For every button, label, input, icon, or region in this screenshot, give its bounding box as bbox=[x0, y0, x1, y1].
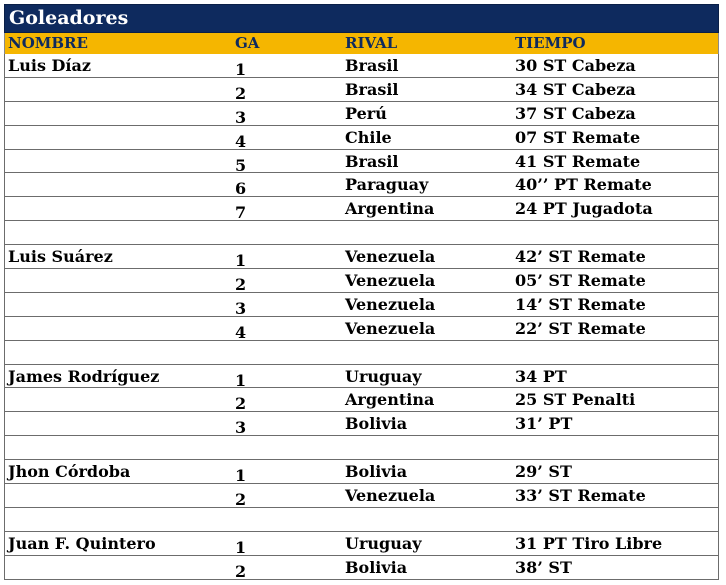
cell-name: Luis Suárez bbox=[8, 247, 113, 267]
cell-name bbox=[5, 556, 233, 579]
cell-name bbox=[5, 436, 233, 459]
cell-ga: 7 bbox=[235, 203, 247, 223]
cell-rival: Venezuela bbox=[345, 486, 436, 506]
cell-rival: Venezuela bbox=[345, 271, 436, 291]
table-row bbox=[4, 460, 719, 484]
cell-rival: Uruguay bbox=[345, 533, 422, 553]
cell-rival: Uruguay bbox=[345, 366, 422, 386]
cell-ga: 3 bbox=[235, 107, 247, 127]
cell-time: 38’ ST bbox=[515, 557, 572, 577]
cell-ga: 3 bbox=[235, 298, 247, 318]
cell-time: 24 PT Jugadota bbox=[515, 199, 653, 219]
cell-name: James Rodríguez bbox=[8, 366, 160, 386]
cell-time: 31’ PT bbox=[515, 414, 573, 434]
cell-name bbox=[5, 126, 233, 149]
table-body bbox=[4, 54, 719, 580]
cell-name bbox=[5, 173, 233, 196]
cell-ga bbox=[233, 436, 345, 459]
cell-ga: 4 bbox=[235, 322, 247, 342]
cell-time: 41 ST Remate bbox=[515, 151, 641, 171]
cell-ga: 1 bbox=[235, 251, 247, 271]
cell-name bbox=[5, 197, 233, 220]
cell-rival: Perú bbox=[345, 103, 387, 123]
table-row bbox=[4, 150, 719, 174]
cell-rival bbox=[345, 436, 515, 459]
table-header-row bbox=[4, 33, 719, 54]
cell-ga bbox=[233, 508, 345, 531]
table-row bbox=[4, 317, 719, 341]
header-name: NOMBRE bbox=[8, 34, 88, 52]
cell-time: 30 ST Cabeza bbox=[515, 56, 636, 75]
table-row bbox=[4, 484, 719, 508]
cell-name bbox=[5, 341, 233, 364]
cell-time: 07 ST Remate bbox=[515, 127, 641, 147]
cell-time: 42’ ST Remate bbox=[515, 247, 646, 267]
header-ga: GA bbox=[235, 34, 260, 52]
cell-name bbox=[5, 317, 233, 340]
cell-time: 37 ST Cabeza bbox=[515, 103, 636, 123]
table-row bbox=[4, 508, 719, 532]
table-row bbox=[4, 221, 719, 245]
header-time: TIEMPO bbox=[515, 34, 586, 52]
cell-name bbox=[5, 293, 233, 316]
cell-name bbox=[5, 150, 233, 173]
table-row bbox=[4, 197, 719, 221]
cell-rival: Argentina bbox=[345, 390, 435, 410]
table-row bbox=[4, 365, 719, 389]
table-row bbox=[4, 412, 719, 436]
cell-ga: 3 bbox=[235, 418, 247, 438]
cell-time: 33’ ST Remate bbox=[515, 486, 646, 506]
cell-ga: 5 bbox=[235, 155, 247, 175]
table-row bbox=[4, 173, 719, 197]
cell-time bbox=[515, 508, 718, 531]
cell-ga: 1 bbox=[235, 60, 247, 79]
cell-rival: Chile bbox=[345, 127, 392, 147]
cell-rival: Bolivia bbox=[345, 557, 408, 577]
cell-ga: 1 bbox=[235, 537, 247, 557]
table-row bbox=[4, 269, 719, 293]
cell-ga bbox=[233, 341, 345, 364]
cell-rival: Venezuela bbox=[345, 247, 436, 267]
table-row bbox=[4, 293, 719, 317]
cell-name bbox=[5, 269, 233, 292]
cell-time: 25 ST Penalti bbox=[515, 390, 636, 410]
cell-rival: Venezuela bbox=[345, 294, 436, 314]
table-row bbox=[4, 54, 719, 78]
cell-ga: 6 bbox=[235, 179, 247, 199]
table-row bbox=[4, 78, 719, 102]
cell-name bbox=[5, 412, 233, 435]
cell-rival: Brasil bbox=[345, 79, 399, 99]
cell-time: 29’ ST bbox=[515, 462, 572, 482]
cell-rival: Brasil bbox=[345, 151, 399, 171]
table-row bbox=[4, 341, 719, 365]
cell-name bbox=[5, 78, 233, 101]
table-row bbox=[4, 532, 719, 556]
cell-rival: Bolivia bbox=[345, 462, 408, 482]
cell-name bbox=[5, 508, 233, 531]
table-row bbox=[4, 245, 719, 269]
cell-rival: Paraguay bbox=[345, 175, 429, 195]
cell-ga: 2 bbox=[235, 83, 247, 103]
cell-name: Juan F. Quintero bbox=[8, 533, 156, 553]
table-row bbox=[4, 102, 719, 126]
cell-time bbox=[515, 221, 718, 244]
cell-rival: Argentina bbox=[345, 199, 435, 219]
cell-ga: 1 bbox=[235, 466, 247, 486]
cell-name bbox=[5, 388, 233, 411]
cell-ga: 2 bbox=[235, 275, 247, 295]
cell-rival bbox=[345, 341, 515, 364]
table-row bbox=[4, 556, 719, 580]
cell-name bbox=[5, 221, 233, 244]
table-row bbox=[4, 436, 719, 460]
cell-rival: Brasil bbox=[345, 56, 399, 75]
cell-name: Luis Díaz bbox=[8, 56, 91, 75]
cell-name bbox=[5, 484, 233, 507]
cell-ga: 1 bbox=[235, 370, 247, 390]
scorers-table bbox=[4, 4, 719, 580]
cell-rival bbox=[345, 508, 515, 531]
cell-time: 31 PT Tiro Libre bbox=[515, 533, 663, 553]
cell-ga: 2 bbox=[235, 561, 247, 581]
cell-ga: 4 bbox=[235, 131, 247, 151]
header-rival: RIVAL bbox=[345, 34, 398, 52]
cell-rival bbox=[345, 221, 515, 244]
cell-time: 14’ ST Remate bbox=[515, 294, 646, 314]
cell-time: 05’ ST Remate bbox=[515, 271, 646, 291]
cell-rival: Bolivia bbox=[345, 414, 408, 434]
table-title: Goleadores bbox=[4, 4, 719, 33]
cell-time bbox=[515, 341, 718, 364]
cell-name: Jhon Córdoba bbox=[8, 462, 131, 482]
cell-ga: 2 bbox=[235, 394, 247, 414]
cell-time: 34 PT bbox=[515, 366, 567, 386]
cell-ga: 2 bbox=[235, 490, 247, 510]
cell-name bbox=[5, 102, 233, 125]
table-row bbox=[4, 388, 719, 412]
cell-time bbox=[515, 436, 718, 459]
cell-time: 40’’ PT Remate bbox=[515, 175, 652, 195]
cell-ga bbox=[233, 221, 345, 244]
cell-time: 34 ST Cabeza bbox=[515, 79, 636, 99]
cell-time: 22’ ST Remate bbox=[515, 318, 646, 338]
cell-rival: Venezuela bbox=[345, 318, 436, 338]
table-row bbox=[4, 126, 719, 150]
